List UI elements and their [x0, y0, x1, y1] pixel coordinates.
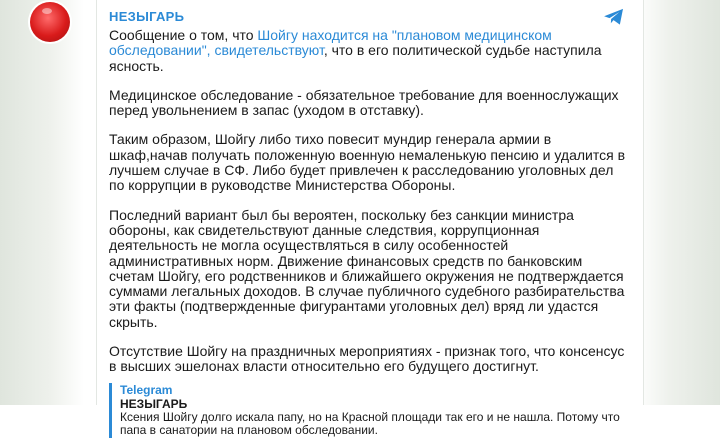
forwarded-quote[interactable]: [109, 383, 631, 438]
channel-name[interactable]: НЕЗЫГАРЬ: [109, 9, 185, 24]
quote-title: НЕЗЫГАРЬ: [120, 396, 188, 411]
paragraph-4: Последний вариант был бы вероятен, поскольку без санкции министра обороны, как свидетельствуют данные следствия, коррупционная деятельность не могла осуществляться в силу особенностей административных норм. Движение финансовых средств по банковским счетам Шойгу, его родственников и ближайшего окружения не подтверждается суммами легальных доходов. В случае публичного судебного разбирательства эти факты (подтвержденные фигурантами уголовных дел) вряд ли удастся скрыть.: [109, 206, 625, 330]
channel-avatar[interactable]: [30, 2, 70, 42]
quote-source: Telegram: [120, 382, 173, 397]
inline-link[interactable]: Шойгу находится на "плановом медицинском обследовании", свидетельствуют: [109, 27, 552, 59]
message-bubble: [96, 0, 644, 438]
message-text: [109, 28, 631, 375]
quote-text: Ксения Шойгу долго искала папу, но на Красной площади так его и не нашла. Потому что папа в санатории на плановом обследовании.: [120, 409, 620, 438]
paragraph-3: Таким образом, Шойгу либо тихо повесит мундир генерала армии в шкаф,начав получать положенную военную немаленькую пенсию и удалится в лучшем случае в СФ. Либо будет привлечен к расследованию уголовных дел по коррупции в руководстве Министерства Обороны.: [109, 131, 626, 194]
paragraph-5: Отсутствие Шойгу на праздничных мероприятиях - признак того, что консенсус в высших эшелонах власти относительно его будущего достигнут.: [109, 343, 625, 375]
background-left: [0, 0, 84, 405]
paragraph-2: Медицинское обследование - обязательное требование для военнослужащих перед увольнением в запас (уходом в отставку).: [109, 86, 619, 119]
paragraph-1: Сообщение о том, что Шойгу находится на "плановом медицинском обследовании", свидетельствуют, что в его политической судьбе наступила ясность.: [109, 27, 602, 74]
telegram-icon: [603, 8, 625, 26]
background-right: [636, 0, 720, 405]
